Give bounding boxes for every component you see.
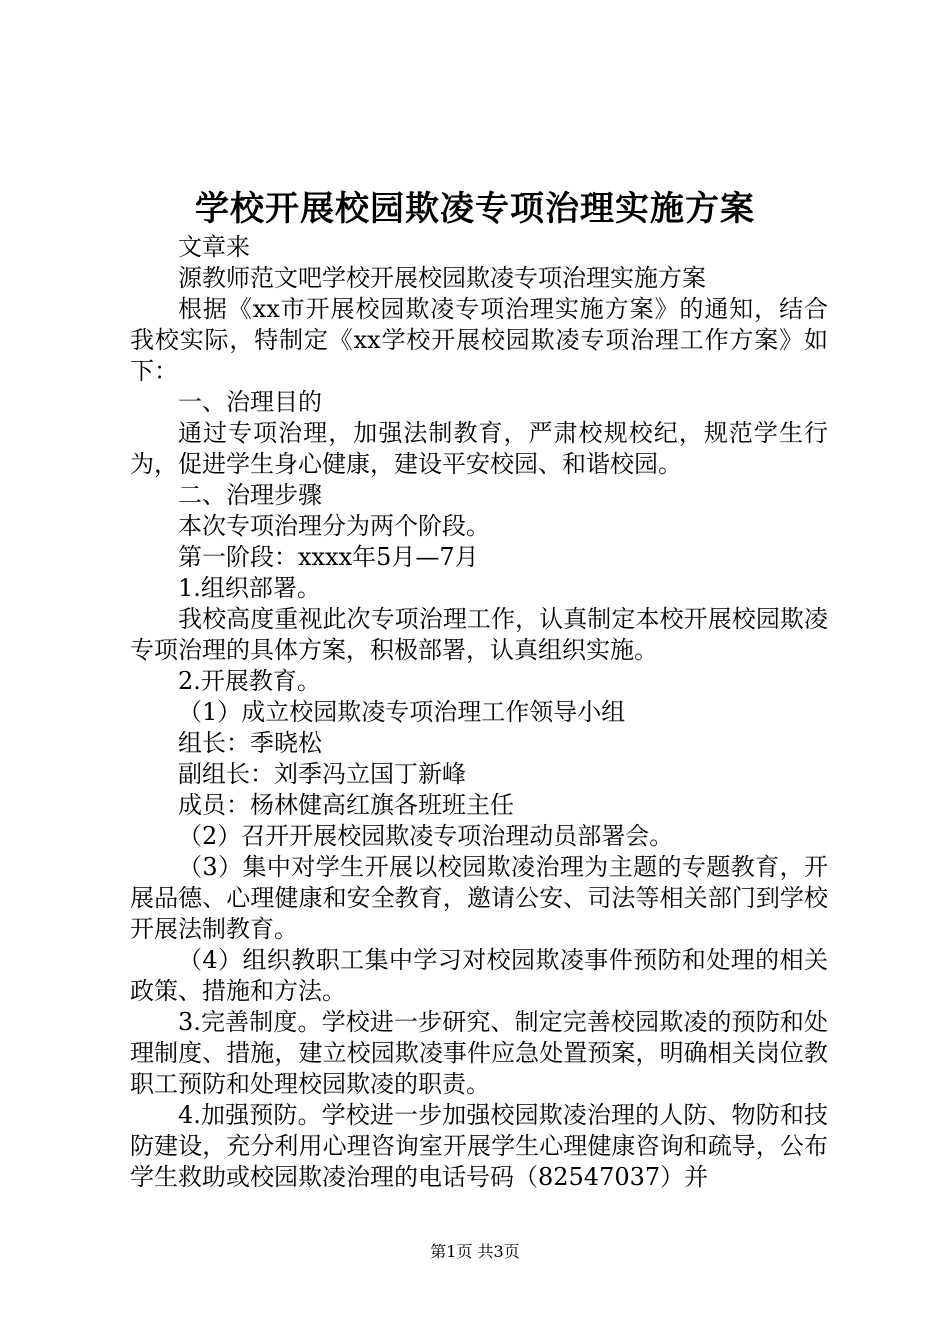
paragraph: 文章来 [178, 233, 250, 261]
section-heading: 一、治理目的 [178, 388, 322, 416]
list-item: （2）召开开展校园欺凌专项治理动员部署会。 [178, 822, 674, 850]
list-item: 2.开展教育。 [178, 667, 321, 695]
paragraph: 根据《xx市开展校园欺凌专项治理实施方案》的通知，结合我校实际，特制定《xx学校开展校园欺凌专项治理工作方案》如下： [130, 295, 828, 385]
paragraph: 源教师范文吧学校开展校园欺凌专项治理实施方案 [178, 264, 706, 292]
paragraph: 成员：杨林健高红旗各班班主任 [178, 791, 514, 819]
paragraph: 通过专项治理，加强法制教育，严肃校规校纪，规范学生行为，促进学生身心健康，建设平安校园、和谐校园。 [130, 419, 828, 478]
document-title: 学校开展校园欺凌专项治理实施方案 [195, 189, 755, 229]
list-item: （4）组织教职工集中学习对校园欺凌事件预防和处理的相关政策、措施和方法。 [130, 946, 828, 1005]
paragraph: 本次专项治理分为两个阶段。 [178, 512, 490, 540]
paragraph: 第一阶段：xxxx年5月—7月 [178, 543, 479, 571]
list-item: 4.加强预防。学校进一步加强校园欺凌治理的人防、物防和技防建设，充分利用心理咨询室开展学生心理健康咨询和疏导，公布学生救助或校园欺凌治理的电话号码（82547037）并 [130, 1101, 828, 1191]
list-item: 3.完善制度。学校进一步研究、制定完善校园欺凌的预防和处理制度、措施，建立校园欺凌事件应急处置预案，明确相关岗位教职工预防和处理校园欺凌的职责。 [130, 1008, 828, 1098]
list-item: （1）成立校园欺凌专项治理工作领导小组 [178, 698, 626, 726]
paragraph: 副组长：刘季冯立国丁新峰 [178, 760, 466, 788]
document-body [130, 232, 828, 1193]
paragraph: 组长：季晓松 [178, 729, 322, 757]
section-heading: 二、治理步骤 [178, 481, 322, 509]
list-item: （3）集中对学生开展以校园欺凌治理为主题的专题教育，开展品德、心理健康和安全教育，邀请公安、司法等相关部门到学校开展法制教育。 [130, 853, 828, 943]
paragraph: 我校高度重视此次专项治理工作，认真制定本校开展校园欺凌专项治理的具体方案，积极部署，认真组织实施。 [130, 605, 828, 664]
list-item: 1.组织部署。 [178, 574, 321, 602]
page-footer: 第1页 共3页 [430, 1242, 520, 1261]
